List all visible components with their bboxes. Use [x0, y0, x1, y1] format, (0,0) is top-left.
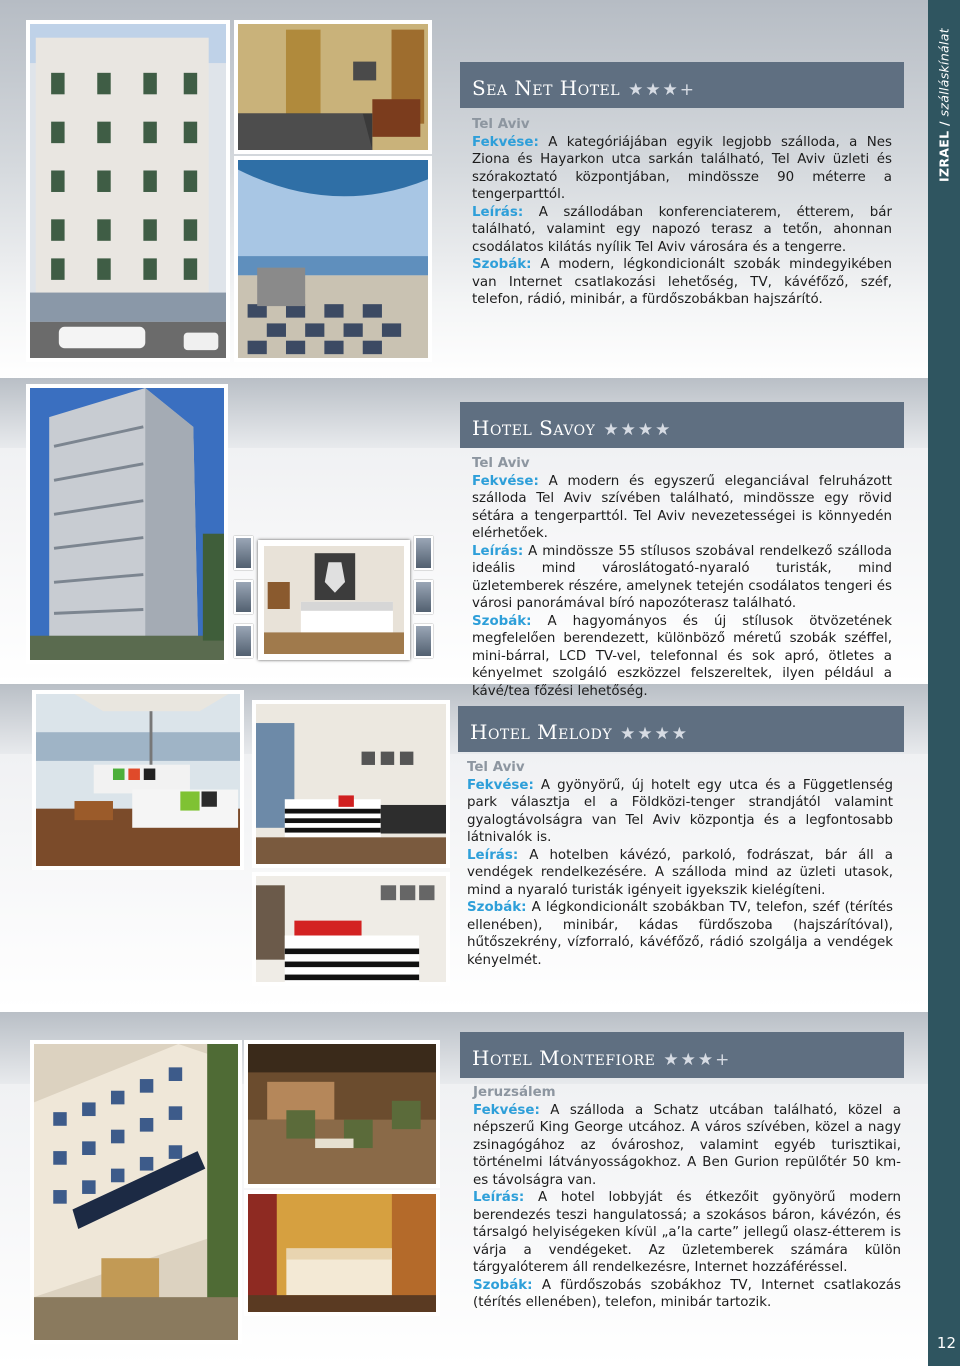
room-photo [252, 700, 450, 868]
hotel-name [470, 720, 689, 744]
szobak-text: A fürdőszobás szobákhoz TV, Internet csatlakozás (térítés ellenében), telefon, minibár tartozik. [473, 1277, 901, 1310]
hotel-description [472, 116, 892, 309]
thumbnail [414, 624, 433, 658]
fekvese-label: Fekvése: [472, 473, 539, 489]
sidebar-subtitle: szálláskínálat [936, 28, 952, 117]
leiras-label: Leírás: [473, 1190, 525, 1205]
star-rating: ★★★+ [628, 80, 697, 100]
fekvese-label: Fekvése: [473, 1102, 540, 1118]
leiras-text: A hotelben kávézó, parkoló, fodrászat, bár áll a vendégek rendelkezésére. A szálloda mind az üzleti utasok, mind a nyaraló turisták igényeit igyekszik kielégíteni. [467, 847, 893, 898]
star-rating: ★★★★ [620, 724, 690, 744]
hotel-location: Tel Aviv [472, 456, 530, 471]
leiras-label: Leírás: [467, 847, 519, 863]
szobak-label: Szobák: [472, 257, 532, 272]
hotel-description [467, 759, 893, 969]
star-rating: ★★★★ [603, 420, 673, 440]
sidebar-title: IZRAEL / szálláskínálat [936, 28, 952, 182]
szobak-label: Szobák: [473, 1277, 533, 1293]
room-photo [244, 1190, 440, 1316]
fekvese-text: A szálloda a Schatz utcában található, közel a népszerű King George utcához. A város szívében, közel a nagy zsinagógához az óvároshoz, valamint egyéb turisztikai, történelmi látványosságokhoz. A Ben Gurion repülőtér 50 km-es távolságra van. [473, 1102, 902, 1188]
szobak-text: A légkondicionált szobákban TV, telefon, széf (térítés ellenében), minibár, kádas fürdőszoba (hajszárítóval), hűtőszekrény, vízforraló, kávéfőző, rádió szolgálja a vendégek kényelmét. [467, 900, 893, 968]
szobak-text: A modern, légkondicionált szobák mindegyikében van Internet csatlakozási lehetőség, TV, kávéfőző, széf, telefon, rádió, minibár, a fürdőszobákban hajszárító. [472, 257, 892, 307]
fekvese-text: A modern és egyszerű eleganciával felruházott szálloda Tel Aviv szívében található, mindössze egy rövid sétára a tengerparttól. Tel Aviv nevezetességei is könnyedén elérhetőek. [472, 473, 892, 541]
hotel-building-photo [26, 20, 230, 362]
szobak-text: A hagyományos és új stílusok ötvözetének megfelelően berendezett, különböző méretű szobák széffel, mini-bárral, LCD TV-vel, telefonnal és sok apró, ötletes a kényelmet szolgáló eszközzel felszereltek, ilyen például a kávé/tea főzési lehetőség. [472, 613, 892, 699]
rooftop-lounge-photo [32, 690, 244, 870]
thumbnail [234, 536, 253, 570]
hotel-title-bar [460, 402, 904, 448]
restaurant-photo [244, 1040, 440, 1188]
leiras-text: A mindössze 55 stílusos szobával rendelkező szálloda ideális mind városlátogató-nyaraló turisták, mind üzletemberek részére, amelynek tetején csodálatos tengeri és városi panorámával bíró napozóterasz található. [472, 543, 892, 611]
sidebar-country: IZRAEL [936, 130, 952, 182]
hotel-location: Tel Aviv [472, 117, 530, 132]
leiras-label: Leírás: [472, 543, 524, 559]
hotel-name-text: Sea Net Hotel [472, 76, 621, 100]
hotel-title-bar [460, 62, 904, 108]
hotel-name [472, 1046, 731, 1070]
hotel-description [473, 1084, 901, 1312]
hotel-name-text: Hotel Savoy [472, 416, 596, 440]
star-rating: ★★★+ [663, 1050, 732, 1070]
room-photo [252, 872, 450, 986]
hotel-title-bar [460, 1032, 904, 1078]
thumbnail [234, 624, 253, 658]
thumbnail [234, 580, 253, 614]
hotel-description [472, 455, 892, 700]
hotel-name-text: Hotel Montefiore [472, 1046, 656, 1070]
page-number: 12 [936, 1334, 956, 1352]
hotel-name [472, 416, 672, 440]
rooftop-terrace-photo [234, 156, 432, 362]
fekvese-text: A kategóriájában egyik legjobb szálloda, a Nes Ziona és Hayarkon utca sarkán található, Tel Aviv üzleti és szórakoztató központjában, mindössze 90 méterre a tengerparttól. [472, 134, 892, 202]
fekvese-label: Fekvése: [472, 134, 539, 150]
thumbnail [414, 580, 433, 614]
hotel-title-bar [458, 706, 904, 752]
szobak-label: Szobák: [472, 613, 532, 629]
leiras-label: Leírás: [472, 204, 524, 220]
hotel-location: Tel Aviv [467, 760, 525, 775]
thumbnail [414, 536, 433, 570]
room-photo [258, 540, 410, 660]
leiras-text: A szállodában konferenciaterem, étterem, bár található, valamint egy napozó terasz a tetőn, ahonnan csodálatos kilátás nyílik Tel Aviv városára és a tengerre. [472, 204, 892, 255]
leiras-text: A hotel lobbyját és étkezőit gyönyörű modern berendezés teszi hangulatossá; a szokásos báron, kávézón, és társalgó helyiségeken kívül „a’la carte” jellegű olasz-étterem is várja a vendégeket. Az üzletemberek számára külön tárgyalóterem áll rendelkezésre, Internet hozzáféréssel. [473, 1190, 901, 1275]
fekvese-text: A gyönyörű, új hotelt egy utca és a Függetlenség park választja el a Földközi-tenger strandjától valamint gyalogtávolságra van Tel Aviv központja és a legfontosabb látnivalók is. [467, 777, 893, 845]
sidebar [928, 0, 960, 1366]
hotel-name-text: Hotel Melody [470, 720, 613, 744]
hotel-building-photo [26, 384, 228, 664]
room-photo [234, 20, 432, 154]
hotel-location: Jeruzsálem [473, 1085, 556, 1100]
hotel-name [472, 76, 696, 100]
szobak-label: Szobák: [467, 900, 527, 915]
fekvese-label: Fekvése: [467, 777, 534, 793]
hotel-building-photo [30, 1040, 242, 1344]
